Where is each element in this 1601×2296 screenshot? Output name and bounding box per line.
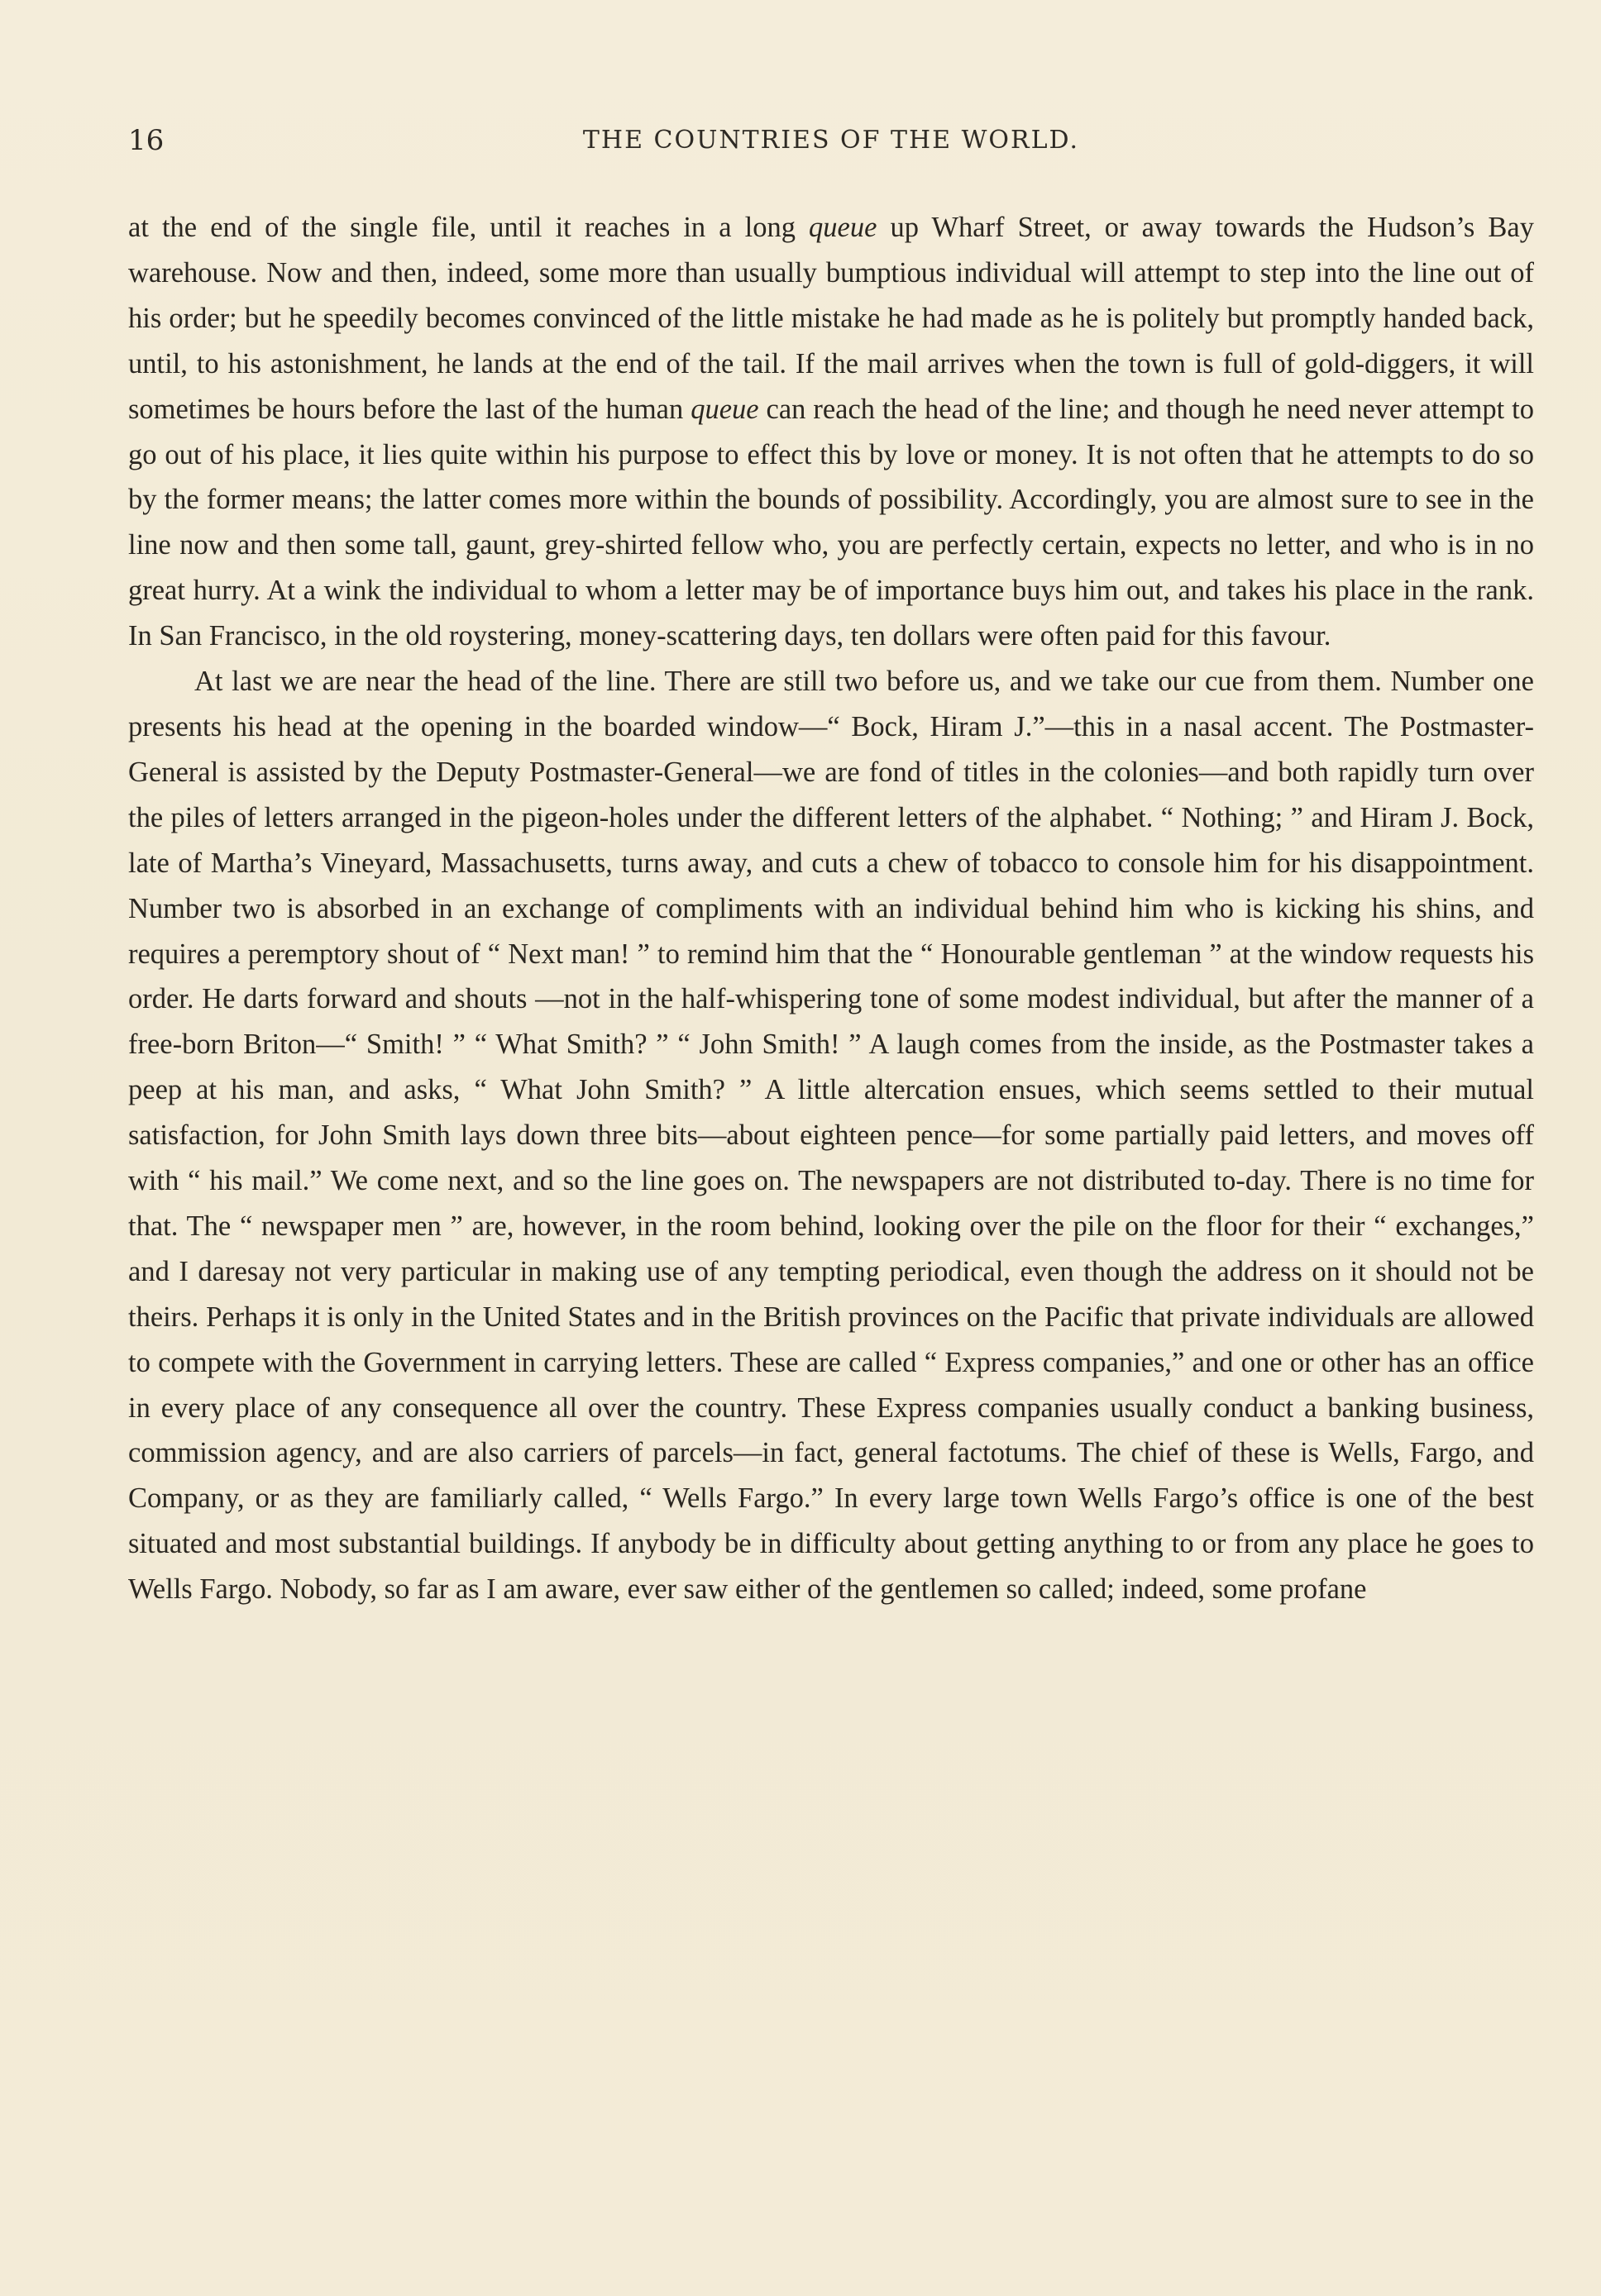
italic-word-queue: queue: [691, 393, 759, 425]
text-segment: up Wharf Street, or away towards the Hudson’s Bay warehouse. Now and then, indeed, some more than usually bumptious individual will attempt to step into the line out of his order; but he speedily becomes convinced of the little mistake he had made as he is politely but promptly handed back, until, to his astonishment, he lands at the end of the tail. If the mail arrives when the town is full of gold-diggers, it will sometimes be hours before the last of the human: [128, 212, 1534, 425]
body-text: [128, 205, 1534, 1612]
paragraph-2: [128, 659, 1534, 1612]
text-segment: can reach the head of the line; and though he need never attempt to go out of his place, it lies quite within his purpose to effect this by love or money. It is not often that he attempts to do so by the former means; the latter comes more within the bounds of possibility. Accordingly, you are almost sure to see in the line now and then some tall, gaunt, grey-shirted fellow who, you are perfectly certain, expects no letter, and who is in no great hurry. At a wink the individual to whom a letter may be of importance buys him out, and takes his place in the rank. In San Francisco, in the old roystering, money-scattering days, ten dollars were often paid for this favour.: [128, 393, 1534, 652]
page-header: [128, 124, 1534, 165]
text-segment: at the end of the single file, until it reaches in a long: [128, 212, 810, 243]
text-segment: At last we are near the head of the line. There are still two before us, and we take our cue from them. Number one presents his head at the opening in the boarded window—“ Bock, Hiram J.”—this in a nasal accent. The Postmaster-General is assisted by the Deputy Postmaster-General—we are fond of titles in the colonies—and both rapidly turn over the piles of letters arranged in the pigeon-holes under the different letters of the alphabet. “ Nothing; ” and Hiram J. Bock, late of Martha’s Vineyard, Massachusetts, turns away, and cuts a chew of tobacco to console him for his disappointment. Number two is absorbed in an exchange of compliments with an individual behind him who is kicking his shins, and requires a peremptory shout of “ Next man! ” to remind him that the “ Honourable gentleman ” at the window requests his order. He darts forward and shouts —not in the half-whispering tone of some modest individual, but after the manner of a free-born Briton—“ Smith! ” “ What Smith? ” “ John Smith! ” A laugh comes from the inside, as the Postmaster takes a peep at his man, and asks, “ What John Smith? ” A little altercation ensues, which seems settled to their mutual satisfaction, for John Smith lays down three bits—about eighteen pence—for some partially paid letters, and moves off with “ his mail.” We come next, and so the line goes on. The newspapers are not distributed to-day. There is no time for that. The “ newspaper men ” are, however, in the room behind, looking over the pile on the floor for their “ exchanges,” and I daresay not very particular in making use of any tempting periodical, even though the address on it should not be theirs. Perhaps it is only in the United States and in the British provinces on the Pacific that private individuals are allowed to compete with the Government in carrying letters. These are called “ Express companies,” and one or other has an office in every place of any consequence all over the country. These Express companies usually conduct a banking business, commission agency, and are also carriers of parcels—in fact, general factotums. The chief of these is Wells, Fargo, and Company, or as they are familiarly called, “ Wells Fargo.” In every large town Wells Fargo’s office is one of the best situated and most substantial buildings. If anybody be in difficulty about getting anything to or from any place he goes to Wells Fargo. Nobody, so far as I am aware, ever saw either of the gentlemen so called; indeed, some profane: [128, 666, 1534, 1606]
running-title: THE COUNTRIES OF THE WORLD.: [582, 126, 1080, 155]
page-number: 16: [128, 124, 165, 157]
paragraph-1: [128, 205, 1534, 659]
italic-word-queue: queue: [809, 212, 877, 243]
